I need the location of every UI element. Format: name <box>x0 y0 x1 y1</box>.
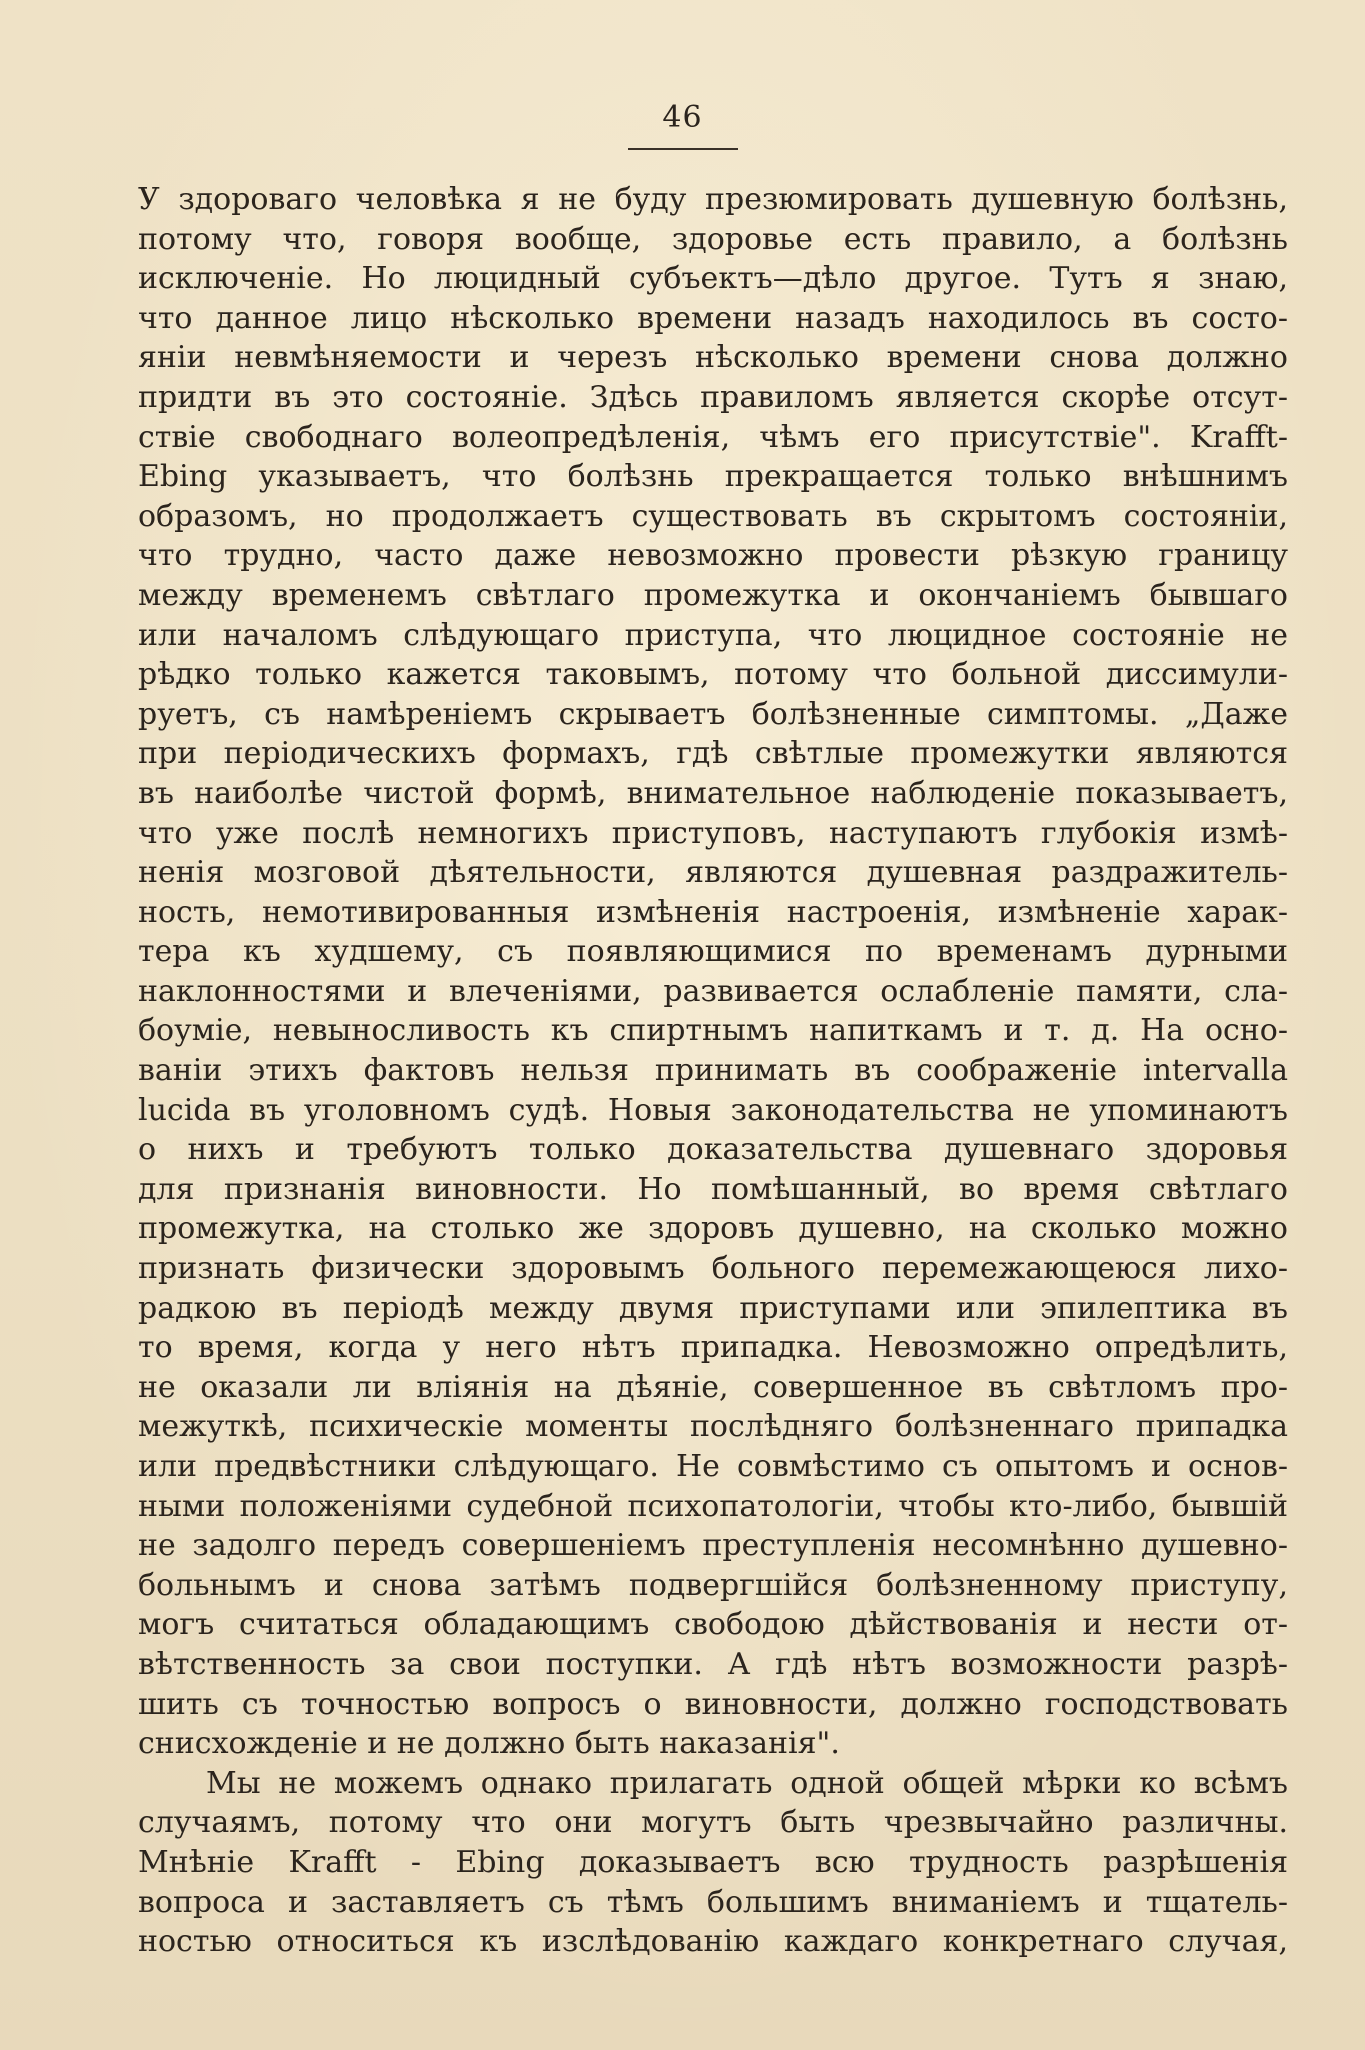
text-line: случаямъ, потому что они могутъ быть чрезвычайно различны. <box>138 1805 1288 1841</box>
text-line: радкою въ перiодѣ между двумя приступами или эпилептика въ <box>138 1290 1288 1326</box>
text-line: или началомъ слѣдующаго приступа, что люцидное состоянiе не <box>138 617 1288 653</box>
text-line: наклонностями и влеченiями, развивается ослабленiе памяти, сла- <box>138 973 1288 1009</box>
text-line: признать физически здоровымъ больного перемежающеюся лихо- <box>138 1251 1288 1287</box>
text-line: ными положенiями судебной психопатологiи, чтобы кто-либо, бывшiй <box>138 1488 1288 1524</box>
page-number: 46 <box>662 100 703 135</box>
text-line: шить съ точностью вопросъ о виновности, должно господствовать <box>138 1686 1288 1722</box>
text-line: о нихъ и требуютъ только доказательства душевнаго здоровья <box>138 1132 1288 1168</box>
text-line: или предвѣстники слѣдующаго. Не совмѣстимо съ опытомъ и основ- <box>138 1449 1288 1484</box>
body-text <box>138 180 1288 1962</box>
text-line: межуткѣ, психическiе моменты послѣдняго болѣзненнаго припадка <box>138 1409 1288 1445</box>
text-line: при перiодическихъ формахъ, гдѣ свѣтлые промежутки являются <box>138 736 1288 772</box>
text-line: не оказали ли влiянiя на дѣянiе, совершенное въ свѣтломъ про- <box>138 1369 1288 1405</box>
text-line: больнымъ и снова затѣмъ подвергшiйся болѣзненному приступу, <box>138 1567 1288 1603</box>
text-line: что трудно, часто даже невозможно провести рѣзкую границу <box>138 538 1288 574</box>
text-line: могъ считаться обладающимъ свободою дѣйствованiя и нести от- <box>138 1607 1288 1643</box>
text-line: не задолго передъ совершенiемъ преступленiя несомнѣнно душевно- <box>138 1528 1288 1564</box>
text-line: боумiе, невыносливость къ спиртнымъ напиткамъ и т. д. На осно- <box>138 1013 1288 1049</box>
text-line: вопроса и заставляетъ съ тѣмъ большимъ вниманiемъ и тщатель- <box>138 1884 1288 1920</box>
text-line: У здороваго человѣка я не буду презюмировать душевную болѣзнь, <box>138 182 1288 217</box>
text-line: образомъ, но продолжаетъ существовать въ скрытомъ состоянiи, <box>138 498 1288 534</box>
text-line: тера къ худшему, съ появляющимися по временамъ дурными <box>138 934 1288 970</box>
text-line: ненiя мозговой дѣятельности, являются душевная раздражитель- <box>138 855 1288 891</box>
text-line: въ наиболѣе чистой формѣ, внимательное наблюденiе показываетъ, <box>138 775 1288 811</box>
text-line: Мнѣнiе Krafft - Ebing доказываетъ всю трудность разрѣшенiя <box>138 1844 1288 1880</box>
text-line: потому что, говоря вообще, здоровье есть правило, а болѣзнь <box>138 221 1288 257</box>
text-line: исключенiе. Но люцидный субъектъ—дѣло другое. Тутъ я знаю, <box>138 261 1288 297</box>
text-line: что данное лицо нѣсколько времени назадъ находилось въ состо- <box>138 300 1288 336</box>
text-line: ностью относиться къ изслѣдованiю каждаго конкретнаго случая, <box>138 1924 1288 1960</box>
text-line: вѣтственность за свои поступки. А гдѣ нѣтъ возможности разрѣ- <box>138 1646 1288 1682</box>
text-line: ность, немотивированныя измѣненiя настроенiя, измѣненiе харак- <box>138 894 1288 930</box>
text-line: Ebing указываетъ, что болѣзнь прекращается только внѣшнимъ <box>138 459 1288 495</box>
text-line: янiи невмѣняемости и черезъ нѣсколько времени снова должно <box>138 340 1288 376</box>
text-line: снисхожденiе и не должно быть наказанiя". <box>138 1726 840 1762</box>
header-rule <box>628 148 738 150</box>
text-line: ванiи этихъ фактовъ нельзя принимать въ соображенiе intervalla <box>138 1053 1288 1089</box>
text-line: руетъ, съ намѣренiемъ скрываетъ болѣзненные симптомы. „Даже <box>138 696 1288 732</box>
text-line: рѣдко только кажется таковымъ, потому что больной диссимули- <box>138 657 1288 693</box>
text-line: lucida въ уголовномъ судѣ. Новыя законодательства не упоминаютъ <box>138 1092 1288 1128</box>
text-line: промежутка, на столько же здоровъ душевно, на сколько можно <box>138 1211 1288 1247</box>
text-line: для признанiя виновности. Но помѣшанный, во время свѣтлаго <box>138 1171 1288 1207</box>
text-line: ствiе свободнаго волеопредѣленiя, чѣмъ его присутствiе". Krafft- <box>138 419 1288 455</box>
text-line: то время, когда у него нѣтъ припадка. Невозможно опредѣлить, <box>138 1330 1288 1366</box>
text-line: Мы не можемъ однако прилагать одной общей мѣрки ко всѣмъ <box>206 1765 1288 1801</box>
text-line: что уже послѣ немногихъ приступовъ, наступаютъ глубокiя измѣ- <box>138 815 1288 851</box>
text-line: придти въ это состоянiе. Здѣсь правиломъ является скорѣе отсут- <box>138 379 1288 415</box>
text-line: между временемъ свѣтлаго промежутка и окончанiемъ бывшаго <box>138 577 1288 613</box>
